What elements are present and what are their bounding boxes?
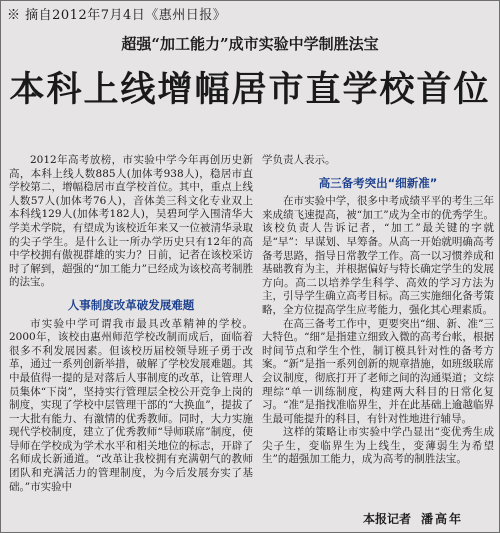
section-heading-exam-prep: 高三备考突出“细新准” xyxy=(318,175,438,190)
article-headline: 本科上线增幅居市直学校首位 xyxy=(9,70,491,110)
exam-prep-paragraph-1: 在市实验中学，很多中考成绩平平的考生三年来成绩飞速提高，被“加工”成为全市的优秀学生。该校负责人告诉记者，“加工”最关键的字就是“早”：早谋划、早筹备。从高一开始就明确高考备考思路，指导日常教学工作。高一以习惯养成和基础教育为主，并根据偏好与特长确定学生的发展方向。高二以培养学生科学、高效的学习方法为主，引导学生确立高考目标。高三实施细化备考策略，全方位提高学生应考能力，强化其心理素质。 xyxy=(262,195,494,316)
article-subtitle: 超强“加工能力”成市实验中学制胜法宝 xyxy=(121,35,379,53)
byline-label: 本报记者 xyxy=(362,512,411,526)
byline xyxy=(363,510,463,527)
left-column xyxy=(9,154,253,494)
reporter-name: 潘高年 xyxy=(420,512,463,526)
exam-prep-paragraph-2: 在高三备考工作中，更要突出“细、新、准”三大特色。“细”是指建立细致入微的高考台帐，根据时间节点和学生个性，制订模具针对性的备考方案。“新”是指一系列创新的规章措施，如班级联席会议制度，彻底打开了老师之间的沟通渠道；文综理综“单一训练制度，构建两大科目的日常化复习。“准”是指找准临界生，并在此基础上逾越临界生最可能提升的科目，有针对性地进行辅导。 xyxy=(262,317,494,425)
carryover-text: 学负责人表示。 xyxy=(262,154,336,166)
exam-prep-paragraph-3: 这样的策略让市实验中学凸显出“变优秀生成尖子生，变临界生为上线生，变薄弱生为希望生”的超强加工能力，成为高考的制胜法宝。 xyxy=(262,426,494,466)
personnel-reform-paragraph: 市实验中学可谓我市最具改革精神的学校。2000年，该校由惠州师范学校改制而成后，面临着很多不利发展因素。但该校历届校领导班子勇于改革，通过一系列创新举措，破解了学校发展难题。其中最值得一提的是对落后人事制度的改革，让管理人员集体“下岗”，坚持实行管理层全校公开竞争上岗的制度，实现了学校中层管理干部的“大换血”，提拔了一大批有能力、有激情的优秀教师。同时，大力实施现代学校制度，建立了优秀教师“导师联席”制度，使导师在学校成为学术水平和相关地位的标志，开辟了名师成长新通道。“改革让我校拥有充满朝气的教师团队和充满活力的管理制度，为今后发展夯实了基础。”市实验中 xyxy=(9,317,253,493)
right-column xyxy=(262,154,494,467)
source-line: ※ 摘自2012年7月4日《惠州日报》 xyxy=(7,8,227,23)
section-heading-personnel-reform: 人事制度改革破发展难题 xyxy=(67,297,195,312)
intro-paragraph: 2012年高考放榜，市实验中学今年再创历史新高，本科上线人数885人(加体考938人)，稳居市直学校第二，增幅稳居市直学校首位。其中，重点上线人数57人(加体考76人)，音体美三科文化专业双上本科线129人(加体考182人)，吴碧珂学入围清华大学美术学院，有望成为该校近年来又一位被清华录取的尖子学生。是什么让一所办学历史只有12年的高中学校拥有傲视群雄的实力？日前，记者在该校采访时了解到，超强的“加工能力”已经成为该校高考制胜的法宝。 xyxy=(9,154,253,289)
